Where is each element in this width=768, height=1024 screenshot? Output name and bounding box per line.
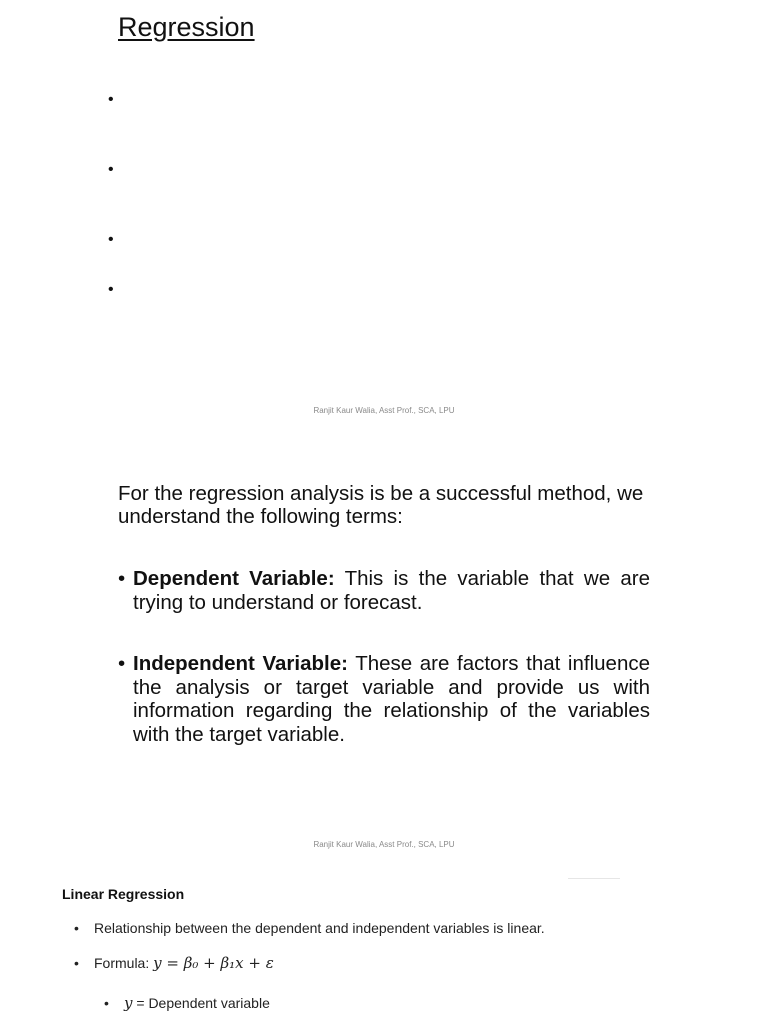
intro-paragraph: For the regression analysis is be a successful method, we understand the following terms: — [118, 482, 644, 528]
term-definition: These are factors that influence the analysis or target variable and provide us with information regarding the relationship of the variables with the target variable. — [133, 652, 650, 746]
term-independent-variable — [118, 652, 650, 746]
slide-footer: Ranjit Kaur Walia, Asst Prof., SCA, LPU — [313, 840, 455, 849]
empty-bullet: • — [108, 281, 114, 298]
list-item-text: Relationship between the dependent and independent variables is linear. — [94, 920, 545, 936]
bullet: • — [74, 920, 79, 936]
bullet: • — [104, 995, 109, 1011]
empty-bullet: • — [108, 91, 114, 108]
term-definition: This is the variable that we are trying to understand or forecast. — [133, 567, 650, 614]
divider — [568, 878, 620, 879]
term-label: Independent Variable: — [133, 652, 348, 675]
slide-regression-terms — [0, 440, 768, 860]
term-dependent-variable — [118, 567, 650, 614]
slide-title: Regression — [118, 12, 255, 42]
list-item-text: = Dependent variable — [136, 995, 270, 1011]
math-symbol: y — [124, 994, 133, 1012]
bullet: • — [118, 567, 126, 590]
formula-label: Formula: — [94, 955, 150, 971]
section-heading: Linear Regression — [62, 886, 185, 902]
empty-bullet: • — [108, 161, 114, 178]
empty-bullet: • — [108, 231, 114, 248]
list-item-formula — [74, 954, 274, 972]
slide-regression-title — [0, 0, 768, 440]
slide-footer: Ranjit Kaur Walia, Asst Prof., SCA, LPU — [313, 406, 455, 415]
regression-formula: y = β₀ + β₁x + ε — [153, 954, 274, 972]
list-item-sub — [104, 994, 270, 1012]
bullet: • — [74, 955, 79, 971]
list-item — [74, 920, 545, 936]
slide-linear-regression — [0, 860, 768, 1024]
bullet: • — [118, 652, 126, 675]
term-label: Dependent Variable: — [133, 567, 335, 590]
